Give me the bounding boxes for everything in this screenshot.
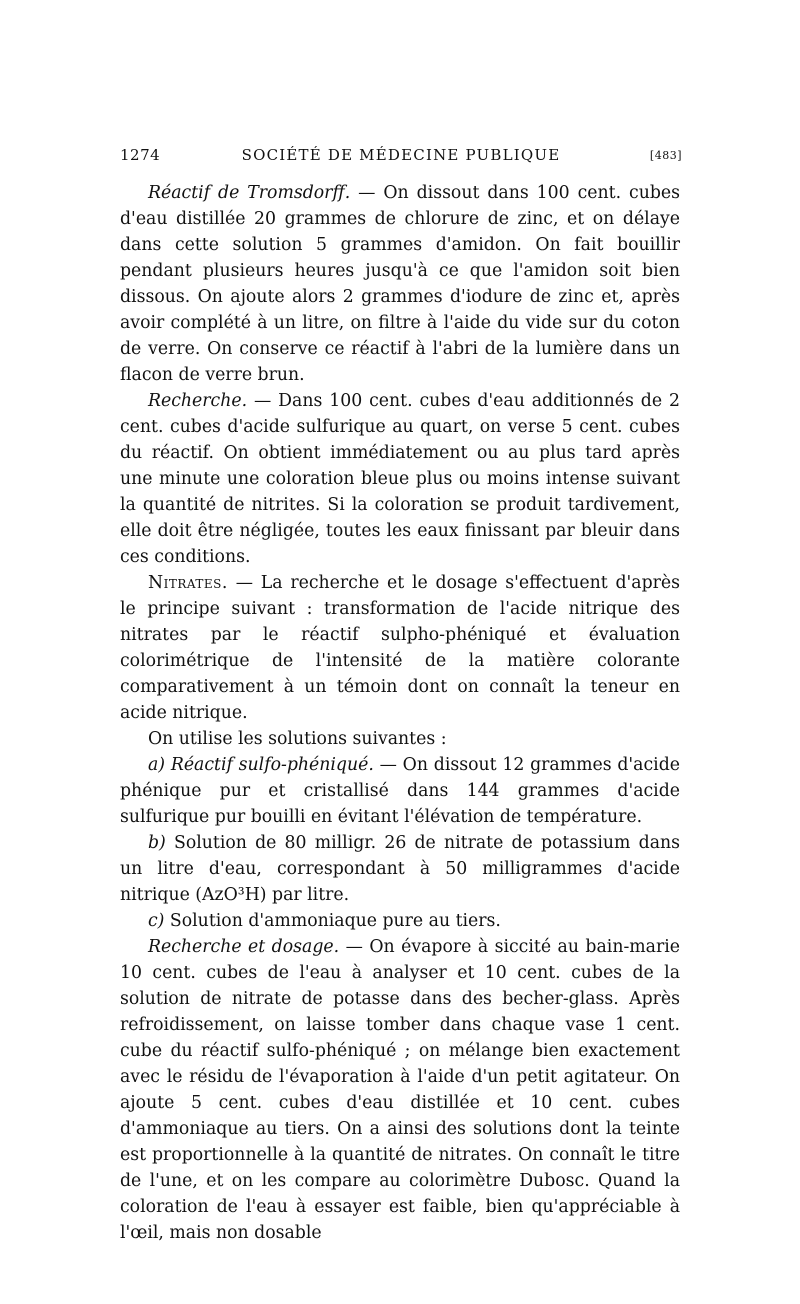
paragraph-recherche [120,388,680,570]
paragraph-recherche-dosage [120,934,680,1246]
paragraph-nitrates [120,570,680,726]
paragraph-text: Solution d'ammoniaque pure au tiers. [164,911,501,931]
margin-mark: [483] [649,149,682,162]
paragraph-text: — La recherche et le dosage s'effectuent d'après le principe suivant : transformation de l'acide nitrique des nitrates par le réactif sulpho-phéniqué et évaluation colorimétrique de l'intensité de la matière colorante comparativement à un témoin dont on connaît la teneur en acide nitrique. [120,573,680,723]
paragraph-lead: Nitrates. [148,573,228,593]
paragraph-lead: Recherche. [148,391,248,411]
paragraph-lead: b) [148,833,166,853]
running-title: SOCIÉTÉ DE MÉDECINE PUBLIQUE [241,146,561,164]
paragraph-lead: a) Réactif sulfo-phéniqué. [148,755,374,775]
text-body [120,180,680,1246]
running-header [120,146,682,170]
paragraph-text: Solution de 80 milligr. 26 de nitrate de potassium dans un litre d'eau, correspondant à 50 milligrammes d'acide nitrique (AzO³H) par litre. [120,833,680,905]
paragraph-text: On utilise les solutions suivantes : [148,729,447,749]
page-number: 1274 [120,146,161,164]
paragraph-solutions-intro [120,726,680,752]
paragraph-solution-c [120,908,680,934]
paragraph-lead: Réactif de Tromsdorff. [148,183,351,203]
paragraph-text: — On dissout dans 100 cent. cubes d'eau distillée 20 grammes de chlorure de zinc, et on délaye dans cette solution 5 grammes d'amidon. On fait bouillir pendant plusieurs heures jusqu'à ce que l'amidon soit bien dissous. On ajoute alors 2 grammes d'iodure de zinc et, après avoir complété à un litre, on filtre à l'aide du vide sur du coton de verre. On conserve ce réactif à l'abri de la lumière dans un flacon de verre brun. [120,183,680,385]
paragraph-lead: Recherche et dosage. [148,937,340,957]
paragraph-text: — Dans 100 cent. cubes d'eau additionnés de 2 cent. cubes d'acide sulfurique au quart, on verse 5 cent. cubes du réactif. On obtient immédiatement ou au plus tard après une minute une coloration bleue plus ou moins intense suivant la quantité de nitrites. Si la coloration se produit tardivement, elle doit être négligée, toutes les eaux finissant par bleuir dans ces conditions. [120,391,680,567]
paragraph-solution-a [120,752,680,830]
paragraph-solution-b [120,830,680,908]
paragraph-text: — On dissout 12 grammes d'acide phénique pur et cristallisé dans 144 grammes d'acide sulfurique pur bouilli en évitant l'élévation de température. [120,755,680,827]
paragraph-reactif-tromsdorff [120,180,680,388]
paragraph-lead: c) [148,911,165,931]
paragraph-text: — On évapore à siccité au bain-marie 10 cent. cubes de l'eau à analyser et 10 cent. cubes de la solution de nitrate de potasse dans des becher-glass. Après refroidissement, on laisse tomber dans chaque vase 1 cent. cube du réactif sulfo-phéniqué ; on mélange bien exactement avec le résidu de l'évaporation à l'aide d'un petit agitateur. On ajoute 5 cent. cubes d'eau distillée et 10 cent. cubes d'ammoniaque au tiers. On a ainsi des solutions dont la teinte est proportionnelle à la quantité de nitrates. On connaît le titre de l'une, et on les compare au colorimètre Dubosc. Quand la coloration de l'eau à essayer est faible, bien qu'appréciable à l'œil, mais non dosable [120,937,680,1243]
